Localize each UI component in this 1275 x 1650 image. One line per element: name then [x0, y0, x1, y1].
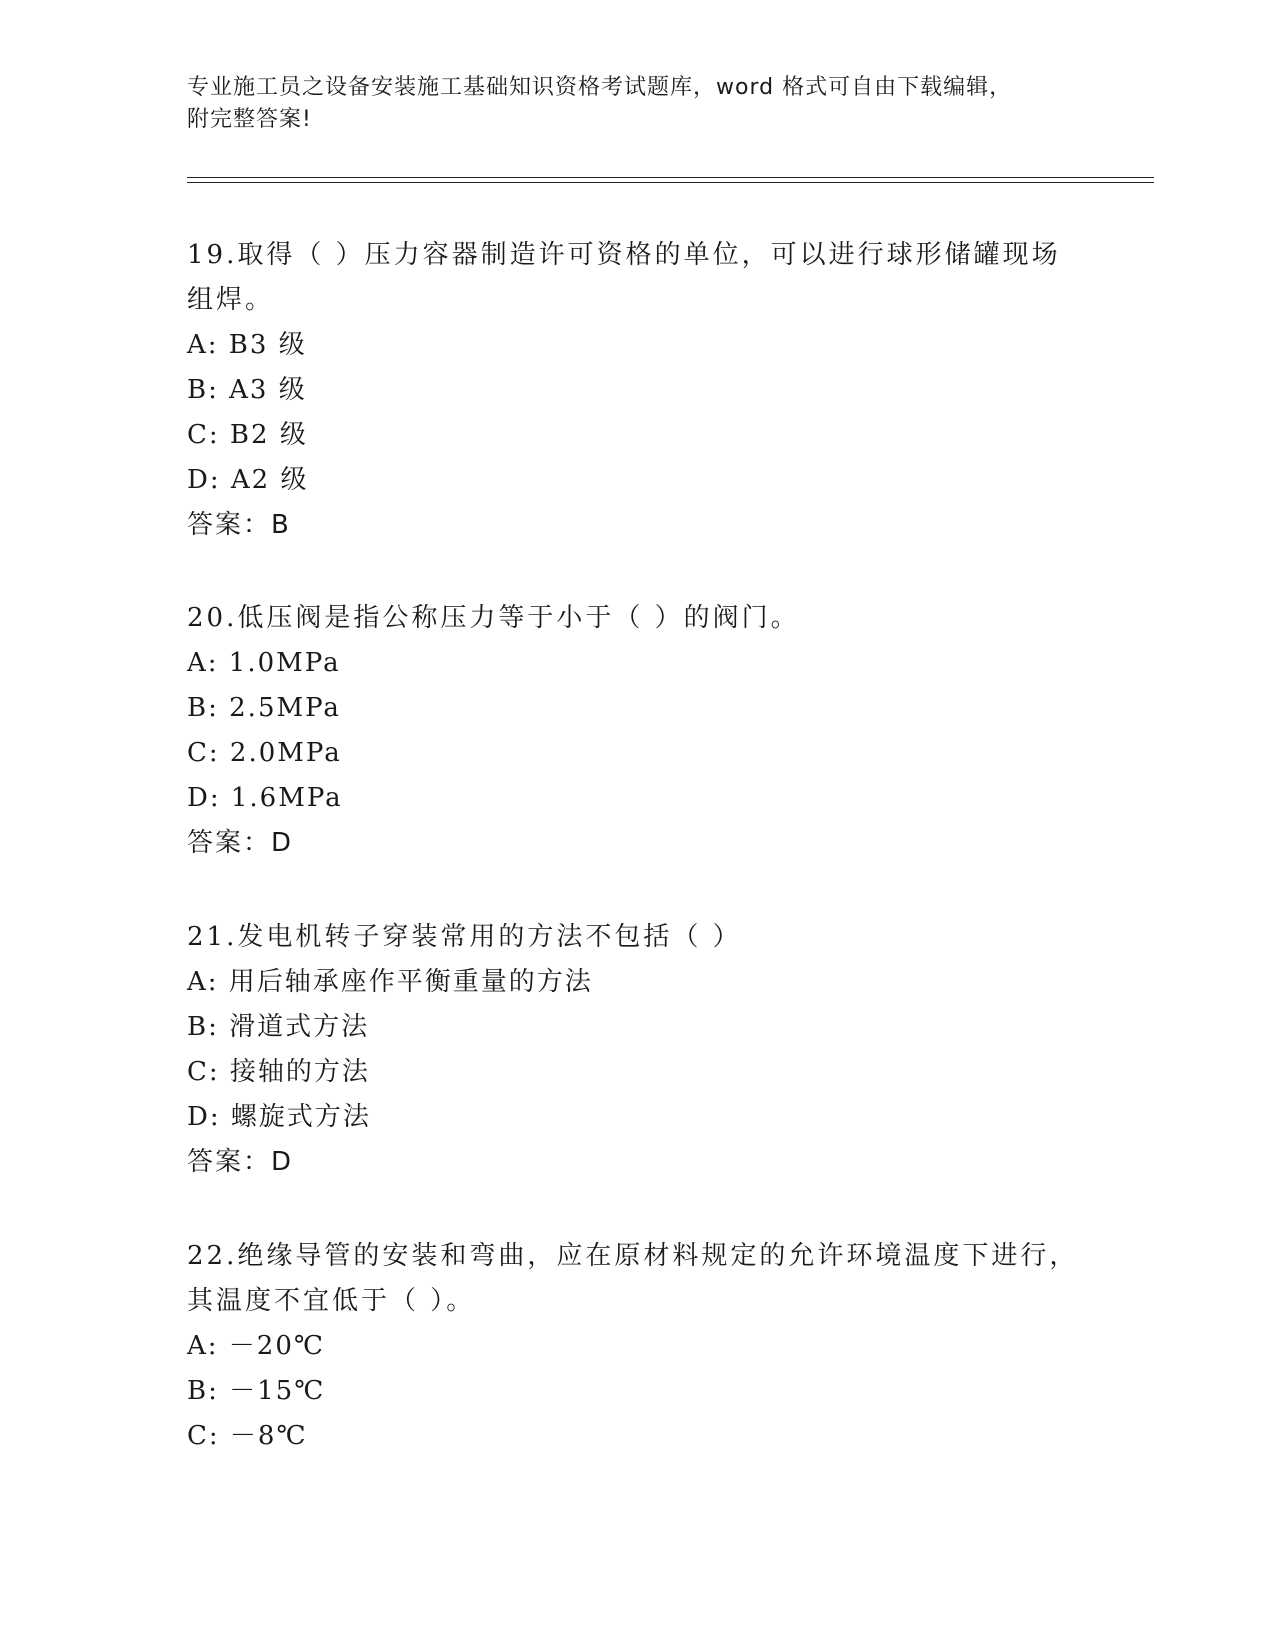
question-stem-line: 20.低压阀是指公称压力等于小于（ ）的阀门。 — [187, 603, 800, 633]
question-22 — [187, 1234, 1087, 1459]
option-c: C: B2 级 — [187, 420, 308, 450]
option-b: B: A3 级 — [187, 375, 307, 405]
option-b: B: －15℃ — [187, 1376, 326, 1406]
option-b: B: 滑道式方法 — [187, 1012, 370, 1042]
header-line-2: 附完整答案! — [187, 107, 312, 132]
question-stem-line: 21.发电机转子穿装常用的方法不包括（ ） — [187, 922, 742, 952]
question-20 — [187, 596, 1087, 866]
question-stem-line: 其温度不宜低于（ ）。 — [187, 1286, 476, 1316]
header-line-1: 专业施工员之设备安装施工基础知识资格考试题库，word 格式可自由下载编辑， — [187, 75, 1013, 100]
question-21 — [187, 915, 1087, 1185]
option-d: D: A2 级 — [187, 465, 309, 495]
option-a: A: 用后轴承座作平衡重量的方法 — [187, 967, 593, 997]
option-b: B: 2.5MPa — [187, 693, 341, 723]
answer-line: 答案：D — [187, 828, 294, 858]
option-a: A: B3 级 — [187, 330, 307, 360]
answer-line: 答案：B — [187, 510, 291, 540]
option-c: C: 2.0MPa — [187, 738, 342, 768]
option-a: A: 1.0MPa — [187, 648, 341, 678]
option-c: C: －8℃ — [187, 1421, 308, 1451]
answer-line: 答案：D — [187, 1147, 294, 1177]
question-stem-line: 19.取得（ ）压力容器制造许可资格的单位，可以进行球形储罐现场 — [187, 240, 1061, 270]
header-divider-bottom — [187, 182, 1154, 183]
option-c: C: 接轴的方法 — [187, 1057, 370, 1087]
header-divider-top — [187, 177, 1154, 178]
document-header — [187, 72, 1087, 136]
option-d: D: 1.6MPa — [187, 783, 343, 813]
option-a: A: －20℃ — [187, 1331, 325, 1361]
question-19 — [187, 233, 1087, 548]
question-stem-line: 22.绝缘导管的安装和弯曲，应在原材料规定的允许环境温度下进行， — [187, 1241, 1079, 1271]
question-stem-line: 组焊。 — [187, 285, 275, 315]
option-d: D: 螺旋式方法 — [187, 1102, 371, 1132]
